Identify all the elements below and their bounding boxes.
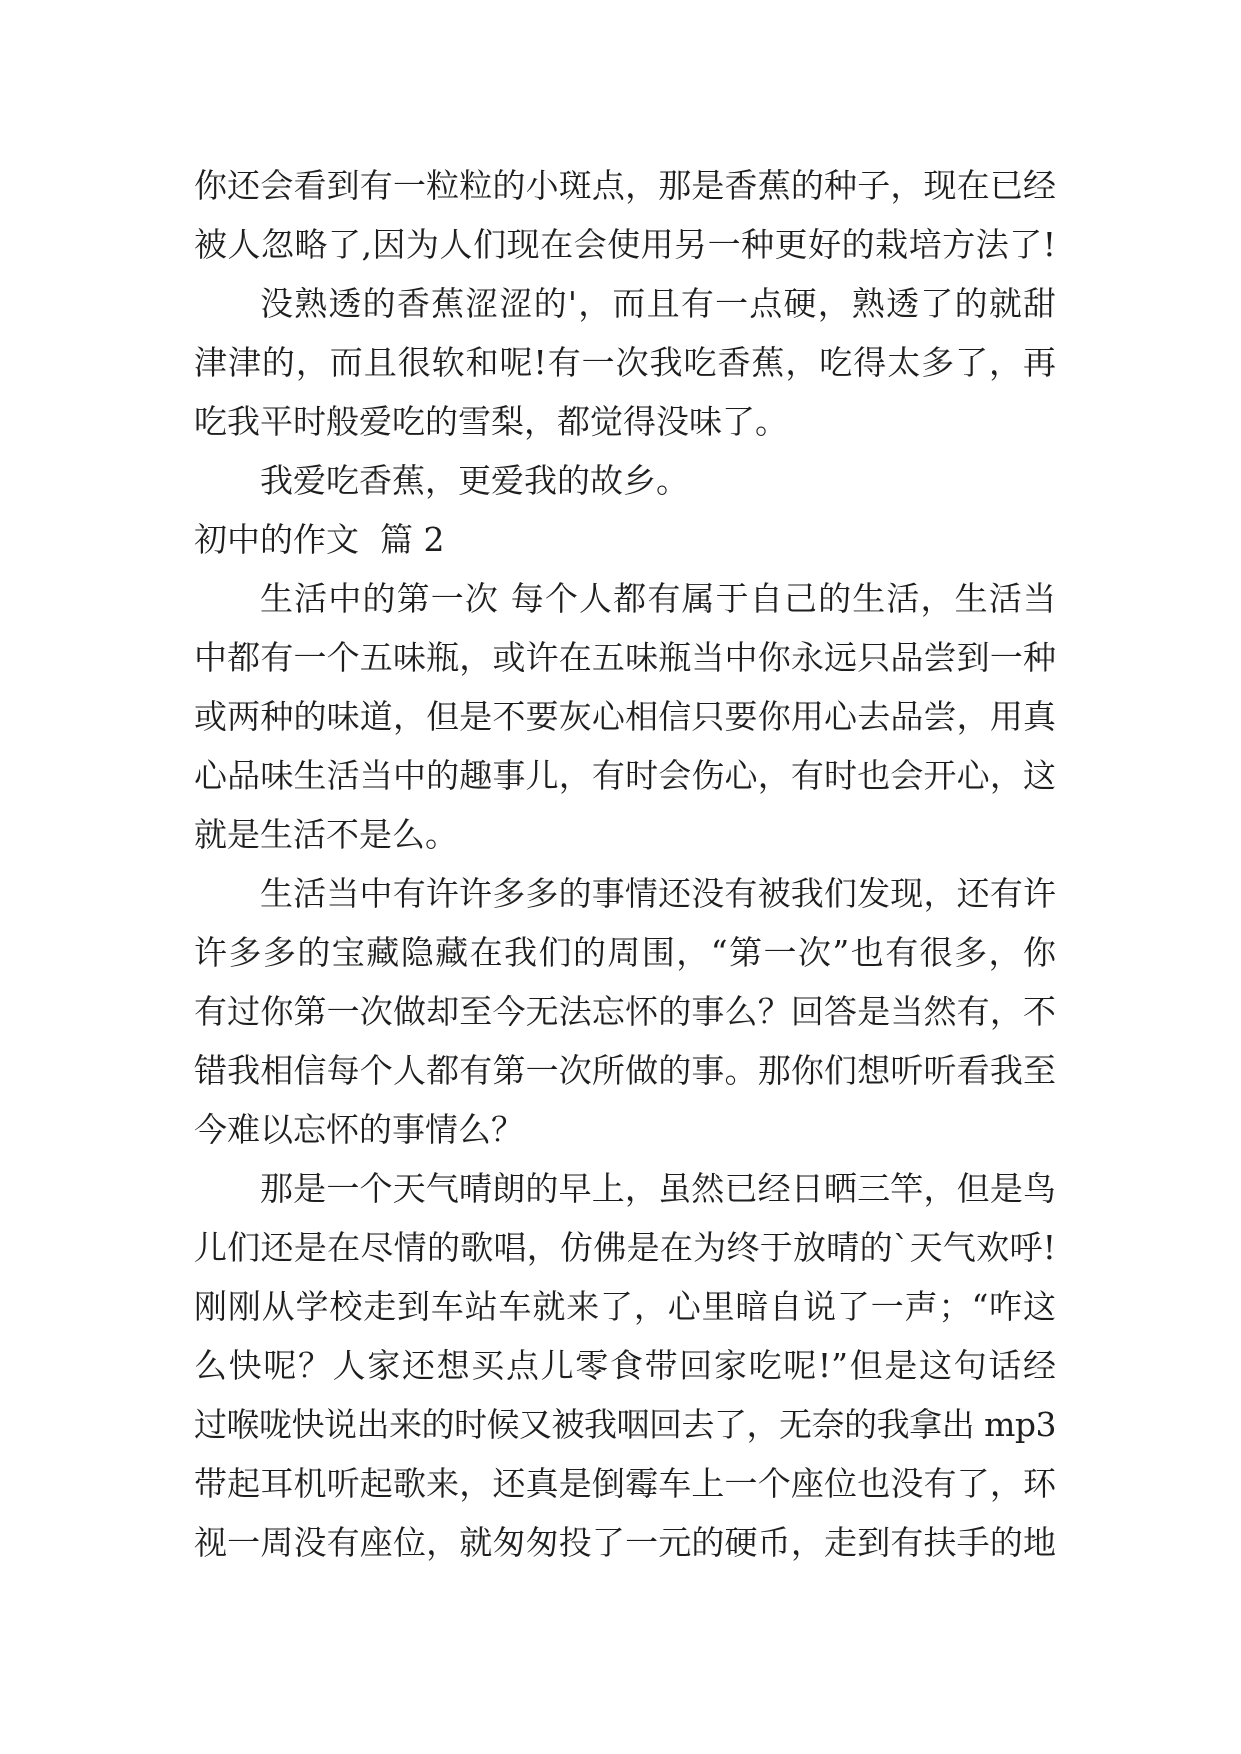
text-line: 我爱吃香蕉，更爱我的故乡。 xyxy=(260,461,689,500)
text-line: 儿们还是在尽情的歌唱，仿佛是在为终于放晴的`天气欢呼! xyxy=(194,1228,1056,1267)
text-line: 视一周没有座位，就匆匆投了一元的硬币，走到有扶手的地 xyxy=(194,1523,1056,1562)
text-line: 许多多的宝藏隐藏在我们的周围，“第一次”也有很多，你 xyxy=(194,933,1056,972)
text-line: 中都有一个五味瓶，或许在五味瓶当中你永远只品尝到一种 xyxy=(194,638,1056,677)
text-line: 错我相信每个人都有第一次所做的事。那你们想听听看我至 xyxy=(194,1051,1056,1090)
text-line: 那是一个天气晴朗的早上，虽然已经日晒三竿，但是鸟 xyxy=(260,1169,1056,1208)
text-line: 心品味生活当中的趣事儿，有时会伤心，有时也会开心，这 xyxy=(194,756,1056,795)
heading-text: 初中的作文 篇 2 xyxy=(194,520,445,559)
paragraph xyxy=(194,1159,1056,1572)
text-line: 带起耳机听起歌来，还真是倒霉车上一个座位也没有了，环 xyxy=(194,1464,1056,1503)
text-line: 过喉咙快说出来的时候又被我咽回去了，无奈的我拿出 mp3 xyxy=(194,1405,1056,1444)
paragraph xyxy=(194,864,1056,1159)
paragraph xyxy=(194,156,1056,274)
paragraph xyxy=(194,569,1056,864)
document-body xyxy=(194,156,1056,1572)
text-line: 或两种的味道，但是不要灰心相信只要你用心去品尝，用真 xyxy=(194,697,1056,736)
text-line: 没熟透的香蕉涩涩的'，而且有一点硬，熟透了的就甜 xyxy=(260,284,1056,323)
text-line: 吃我平时般爱吃的雪梨，都觉得没味了。 xyxy=(194,402,788,441)
text-line: 就是生活不是么。 xyxy=(194,815,458,854)
text-line: 有过你第一次做却至今无法忘怀的事么？回答是当然有，不 xyxy=(194,992,1056,1031)
text-line: 生活中的第一次 每个人都有属于自己的生活，生活当 xyxy=(260,579,1056,618)
paragraph xyxy=(194,274,1056,451)
paragraph xyxy=(194,451,1056,510)
text-line: 今难以忘怀的事情么？ xyxy=(194,1110,524,1149)
section-heading xyxy=(194,510,1056,569)
text-line: 津津的，而且很软和呢!有一次我吃香蕉，吃得太多了，再 xyxy=(194,343,1056,382)
text-line: 刚刚从学校走到车站车就来了，心里暗自说了一声；“咋这 xyxy=(194,1287,1056,1326)
text-line: 生活当中有许许多多的事情还没有被我们发现，还有许 xyxy=(260,874,1056,913)
text-line: 你还会看到有一粒粒的小斑点，那是香蕉的种子，现在已经 xyxy=(194,166,1056,205)
text-line: 么快呢？人家还想买点儿零食带回家吃呢!”但是这句话经 xyxy=(194,1346,1056,1385)
text-line: 被人忽略了,因为人们现在会使用另一种更好的栽培方法了! xyxy=(194,225,1056,264)
